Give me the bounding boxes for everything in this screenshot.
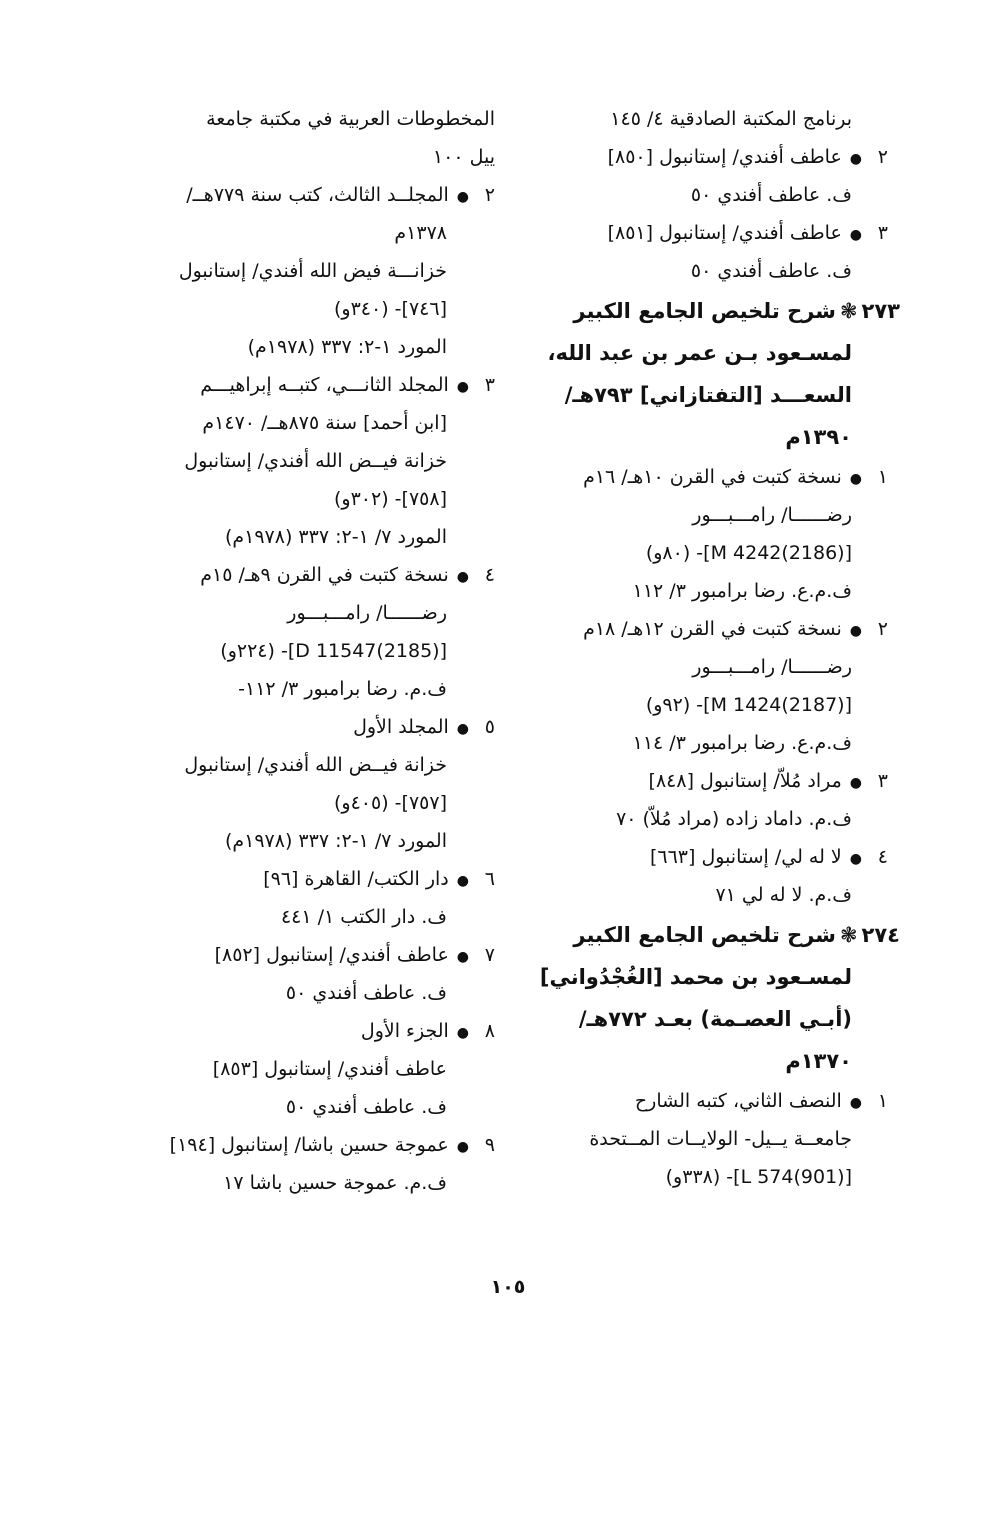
item-text: نسخة كتبت في القرن ١٠هـ/ ١٦م: [583, 466, 842, 488]
list-item: [150, 1012, 495, 1050]
item-reference: ف.م.ع. رضا برامبور ٣/ ١١٤: [632, 732, 852, 754]
item-number: ٩: [484, 1134, 495, 1156]
item-reference: المورد ١-٢: ٣٣٧ (١٩٧٨م): [247, 336, 447, 358]
bullet-icon: ●: [456, 379, 469, 395]
item-text: مراد مُلاّ/ إستانبول [٨٤٨]: [648, 770, 842, 792]
star-icon: ❃: [839, 923, 858, 947]
item-number: ٢: [877, 146, 888, 168]
list-item: [150, 556, 495, 594]
item-reference: ف.م. رضا برامبور ٣/ ١١٢-: [238, 678, 447, 700]
left-column: [150, 100, 495, 1202]
entry-author: السعـــد [التفتازاني] ٧٩٣هـ/: [564, 383, 852, 407]
item-number: ٤: [484, 564, 495, 586]
item-shelfmark: [(2185)11547 D]- (٢٢٤و): [220, 640, 447, 662]
item-reference: ف. عاطف أفندي ٥٠: [285, 1096, 447, 1118]
item-number: ٣: [484, 374, 495, 396]
item-number: ٤: [877, 846, 888, 868]
item-reference: ف. عاطف أفندي ٥٠: [285, 982, 447, 1004]
bullet-icon: ●: [456, 721, 469, 737]
entry-number: ٢٧٣: [861, 299, 900, 323]
item-shelfmark: [(2187)1424 M]- (٩٢و): [645, 694, 852, 716]
item-number: ١: [877, 1090, 888, 1112]
item-text: عاطف أفندي/ إستانبول [٨٥١]: [607, 222, 842, 244]
item-reference: المورد ٧/ ١-٢: ٣٣٧ (١٩٧٨م): [224, 830, 447, 852]
list-item: [150, 860, 495, 898]
item-number: ٢: [484, 184, 495, 206]
bullet-icon: ●: [849, 623, 862, 639]
star-icon: ❃: [839, 299, 858, 323]
list-item: [150, 1126, 495, 1164]
item-location: رضــــــا/ رامـــبـــور: [692, 504, 852, 526]
bullet-icon: ●: [456, 949, 469, 965]
bullet-icon: ●: [849, 471, 862, 487]
bullet-icon: ●: [456, 873, 469, 889]
list-item: [520, 610, 900, 648]
item-text: المجلد الأول: [353, 716, 449, 738]
bullet-icon: ●: [849, 851, 862, 867]
item-text: دار الكتب/ القاهرة [٩٦]: [263, 868, 449, 890]
item-reference: ف.م.ع. رضا برامبور ٣/ ١١٢: [632, 580, 852, 602]
entry-date: ١٣٧٠م: [785, 1049, 852, 1073]
item-number: ٢: [877, 618, 888, 640]
item-shelfmark: [(901)L 574]- (٣٣٨و): [665, 1166, 852, 1188]
item-reference: المورد ٧/ ١-٢: ٣٣٧ (١٩٧٨م): [224, 526, 447, 548]
list-item: [150, 176, 495, 214]
item-reference: ف.م. لا له لي ٧١: [715, 884, 852, 906]
entry-number: ٢٧٤: [861, 923, 900, 947]
item-number: ٨: [484, 1020, 495, 1042]
entry-author: (أبـي العصـمة) بعـد ٧٧٢هـ/: [578, 1007, 852, 1031]
entry-title: شرح تلخيص الجامع الكبير: [573, 923, 836, 947]
list-item: [520, 838, 900, 876]
item-text: نسخة كتبت في القرن ١٢هـ/ ١٨م: [583, 618, 842, 640]
right-column: [520, 100, 900, 1196]
list-item: [520, 762, 900, 800]
bullet-icon: ●: [456, 569, 469, 585]
item-text: المجلد الثانـــي، كتبــه إبراهيـــم: [200, 374, 449, 396]
item-text: عموجة حسين باشا/ إستانبول [١٩٤]: [169, 1134, 449, 1156]
item-text: عاطف أفندي/ إستانبول [٨٥٢]: [214, 944, 449, 966]
entry-continuation: المخطوطات العربية في مكتبة جامعة: [206, 108, 495, 130]
entry-author: لمسـعود بـن عمر بن عبد الله،: [547, 341, 852, 365]
item-reference: ف. عاطف أفندي ٥٠: [690, 260, 852, 282]
item-text: نسخة كتبت في القرن ٩هـ/ ١٥م: [200, 564, 449, 586]
bullet-icon: ●: [849, 775, 862, 791]
list-item: [150, 708, 495, 746]
list-item: [520, 458, 900, 496]
item-text: عاطف أفندي/ إستانبول [٨٥٠]: [607, 146, 842, 168]
bullet-icon: ●: [456, 189, 469, 205]
item-number: ٣: [877, 770, 888, 792]
bullet-icon: ●: [849, 1095, 862, 1111]
bullet-icon: ●: [849, 227, 862, 243]
item-text: النصف الثاني، كتبه الشارح: [634, 1090, 842, 1112]
entry-continuation: برنامج المكتبة الصادقية ٤/ ١٤٥: [610, 108, 852, 130]
item-number: ٣: [877, 222, 888, 244]
item-shelfmark: [٧٥٨]- (٣٠٢و): [334, 488, 447, 510]
item-location: عاطف أفندي/ إستانبول [٨٥٣]: [212, 1058, 447, 1080]
item-text: المجلــد الثالث، كتب سنة ٧٧٩هــ/: [186, 184, 449, 206]
item-location: رضــــــا/ رامـــبـــور: [692, 656, 852, 678]
item-location: خزانة فيــض الله أفندي/ إستانبول: [184, 754, 447, 776]
item-reference: ف. دار الكتب ١/ ٤٤١: [280, 906, 447, 928]
item-shelfmark: [(2186)4242 M]- (٨٠و): [645, 542, 852, 564]
item-location: خزانة فيــض الله أفندي/ إستانبول: [184, 450, 447, 472]
list-item: [520, 1082, 900, 1120]
item-reference: ف.م. عموجة حسين باشا ١٧: [223, 1172, 447, 1194]
item-number: ٥: [484, 716, 495, 738]
list-item: [150, 366, 495, 404]
entry-title: شرح تلخيص الجامع الكبير: [573, 299, 836, 323]
item-text: لا له لي/ إستانبول [٦٦٣]: [649, 846, 842, 868]
list-item: [520, 214, 900, 252]
item-location: جامعــة يــيل- الولايــات المــتحدة: [589, 1128, 852, 1150]
item-location: خزانـــة فيض الله أفندي/ إستانبول: [178, 260, 447, 282]
page-number: ١٠٥: [490, 1276, 526, 1298]
item-location: رضــــــا/ رامـــبـــور: [287, 602, 447, 624]
entry-heading: [520, 290, 900, 332]
item-reference: ف.م. داماد زاده (مراد مُلاّ) ٧٠: [616, 808, 852, 830]
item-shelfmark: [٧٤٦]- (٣٤٠و): [334, 298, 447, 320]
item-date: ١٣٧٨م: [394, 222, 447, 244]
item-number: ٧: [484, 944, 495, 966]
entry-continuation: ييل ١٠٠: [432, 146, 495, 168]
item-number: ١: [877, 466, 888, 488]
item-number: ٦: [484, 868, 495, 890]
list-item: [520, 138, 900, 176]
bullet-icon: ●: [456, 1139, 469, 1155]
entry-heading: [520, 914, 900, 956]
item-reference: ف. عاطف أفندي ٥٠: [690, 184, 852, 206]
item-text: الجزء الأول: [360, 1020, 449, 1042]
item-date: [ابن أحمد] سنة ٨٧٥هــ/ ١٤٧٠م: [202, 412, 447, 434]
bullet-icon: ●: [456, 1025, 469, 1041]
list-item: [150, 936, 495, 974]
entry-author: لمسـعود بن محمد [الغُجْدُواني]: [539, 965, 852, 989]
entry-date: ١٣٩٠م: [785, 425, 852, 449]
item-shelfmark: [٧٥٧]- (٤٠٥و): [334, 792, 447, 814]
bullet-icon: ●: [849, 151, 862, 167]
